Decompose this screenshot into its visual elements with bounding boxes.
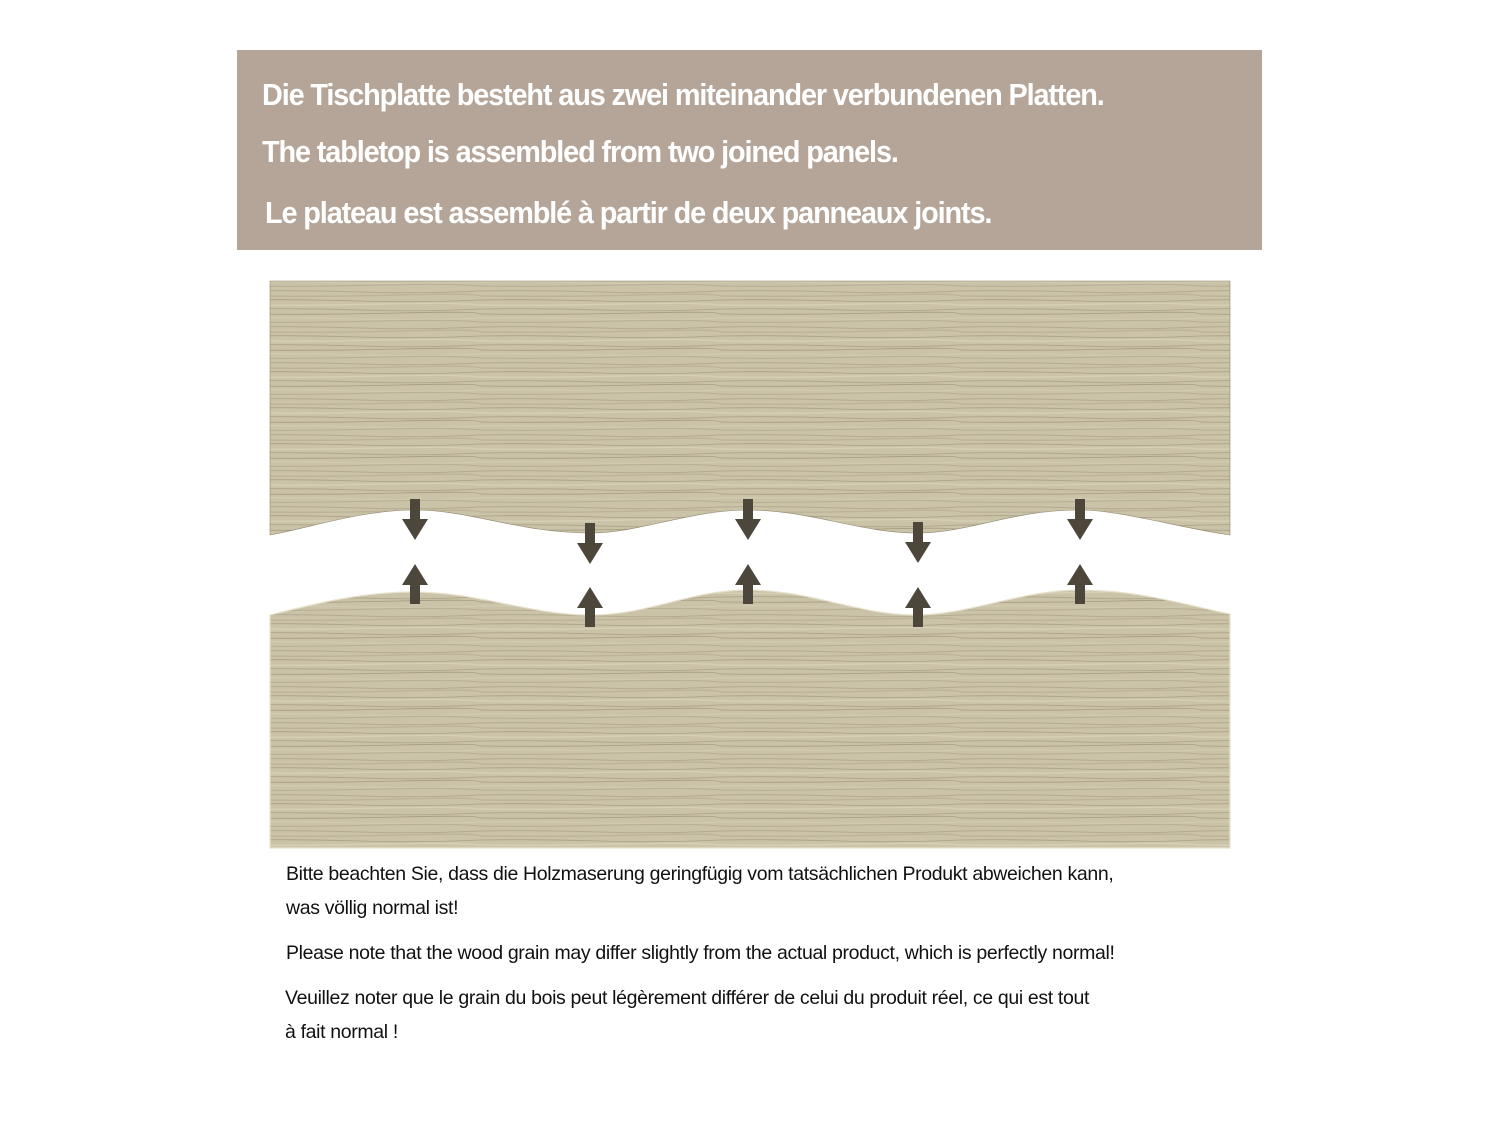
banner-title-english: The tabletop is assembled from two joined panels. bbox=[262, 134, 898, 169]
note-english: Please note that the wood grain may differ slightly from the actual product, which is perfectly normal! bbox=[286, 942, 1115, 964]
note-german-line-2: was völlig normal ist! bbox=[286, 897, 459, 919]
note-french-line-1: Veuillez noter que le grain du bois peut légèrement différer de celui du produit réel, ce qui est tout bbox=[285, 987, 1090, 1009]
note-german-line-1: Bitte beachten Sie, dass die Holzmaserung geringfügig vom tatsächlichen Produkt abweichen kann, bbox=[286, 863, 1114, 885]
top-panel bbox=[270, 281, 1230, 535]
note-french-line-2: à fait normal ! bbox=[285, 1021, 398, 1043]
banner-title-french: Le plateau est assemblé à partir de deux panneaux joints. bbox=[265, 195, 992, 230]
bottom-panel bbox=[270, 590, 1230, 848]
banner-title-german: Die Tischplatte besteht aus zwei miteinander verbundenen Platten. bbox=[262, 77, 1104, 112]
